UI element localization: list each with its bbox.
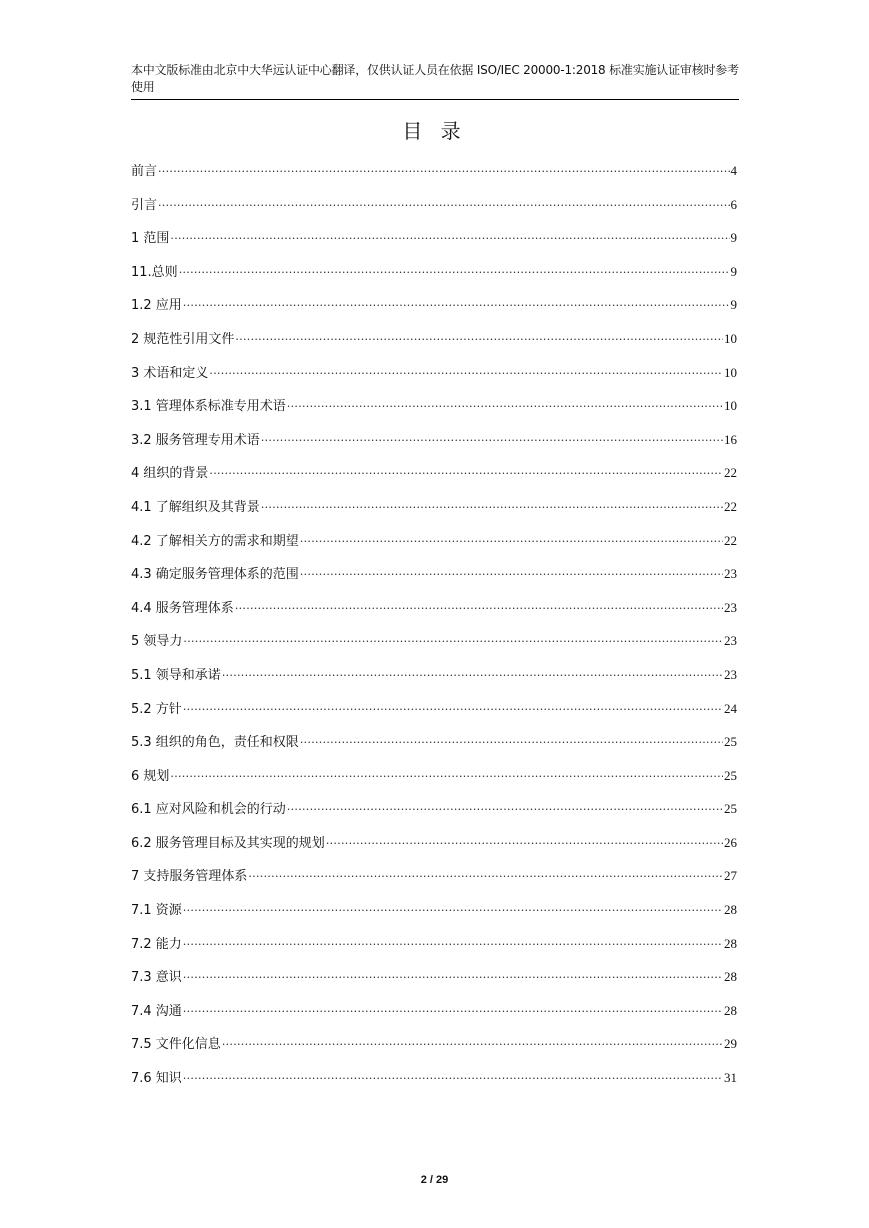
toc-entry[interactable]	[131, 865, 737, 899]
toc-entry[interactable]	[131, 530, 737, 564]
toc-entry-label: 4.2 了解相关方的需求和期望	[131, 533, 299, 549]
toc-entry[interactable]	[131, 227, 737, 261]
toc-entry-page-number: 28	[724, 935, 737, 951]
toc-entry[interactable]	[131, 597, 737, 631]
toc-entry-page-number: 9	[730, 263, 737, 279]
toc-entry-page-number: 23	[724, 566, 737, 582]
toc-entry[interactable]	[131, 462, 737, 496]
toc-entry[interactable]	[131, 1033, 737, 1067]
toc-entry-page-number: 22	[724, 465, 737, 481]
toc-entry-page-number: 9	[730, 297, 737, 313]
toc-dot-leader	[158, 195, 729, 217]
toc-entry-page-number: 22	[724, 532, 737, 548]
toc-entry-page-number: 25	[724, 767, 737, 783]
toc-entry-page-number: 25	[724, 734, 737, 750]
toc-entry-page-number: 26	[724, 834, 737, 850]
toc-dot-leader	[326, 833, 723, 855]
toc-entry-label: 7.2 能力	[131, 936, 182, 952]
toc-entry[interactable]	[131, 261, 737, 295]
toc-entry-page-number: 10	[724, 398, 737, 414]
toc-dot-leader	[261, 497, 723, 519]
toc-entry-label: 4.4 服务管理体系	[131, 600, 234, 616]
toc-entry-label: 2 规范性引用文件	[131, 331, 235, 347]
toc-entry-page-number: 23	[724, 666, 737, 682]
toc-dot-leader	[222, 1034, 723, 1056]
toc-dot-leader	[158, 161, 729, 183]
toc-entry[interactable]	[131, 160, 737, 194]
toc-entry-page-number: 23	[724, 599, 737, 615]
toc-entry-label: 5.3 组织的角色，责任和权限	[131, 735, 299, 751]
toc-dot-leader	[209, 463, 723, 485]
toc-entry[interactable]	[131, 832, 737, 866]
toc-entry-page-number: 4	[730, 163, 737, 178]
toc-entry-page-number: 28	[724, 969, 737, 985]
toc-entry[interactable]	[131, 798, 737, 832]
toc-entry-page-number: 23	[724, 633, 737, 649]
toc-dot-leader	[170, 766, 723, 788]
toc-entry-page-number: 9	[730, 230, 737, 246]
toc-dot-leader	[222, 665, 723, 687]
toc-dot-leader	[183, 631, 723, 653]
toc-dot-leader	[287, 799, 723, 821]
toc-entry-page-number: 25	[724, 801, 737, 817]
toc-dot-leader	[183, 295, 730, 317]
toc-dot-leader	[300, 732, 723, 754]
toc-entry-label: 4.1 了解组织及其背景	[131, 499, 260, 515]
toc-entry-page-number: 22	[724, 498, 737, 514]
toc-dot-leader	[183, 900, 723, 922]
toc-entry[interactable]	[131, 664, 737, 698]
page-header	[131, 62, 739, 100]
toc-entry-label: 7.4 沟通	[131, 1003, 182, 1019]
toc-entry-label: 11.总则	[131, 264, 178, 280]
toc-dot-leader	[183, 967, 723, 989]
toc-entry-page-number: 31	[724, 1070, 737, 1086]
toc-entry[interactable]	[131, 294, 737, 328]
toc-entry[interactable]	[131, 194, 737, 228]
toc-dot-leader	[235, 598, 723, 620]
toc-dot-leader	[300, 531, 723, 553]
toc-entry[interactable]	[131, 698, 737, 732]
toc-entry-label: 6.2 服务管理目标及其实现的规划	[131, 835, 325, 851]
toc-dot-leader	[183, 1068, 723, 1090]
toc-entry[interactable]	[131, 731, 737, 765]
toc-entry-label: 6 规划	[131, 768, 170, 784]
header-text: 本中文版标准由北京中大华远认证中心翻译，仅供认证人员在依据 ISO/IEC 20000-1:2018 标准实施认证审核时参考使用	[131, 63, 739, 94]
toc-entry[interactable]	[131, 429, 737, 463]
toc-entry[interactable]	[131, 630, 737, 664]
toc-dot-leader	[248, 866, 723, 888]
toc-dot-leader	[183, 934, 723, 956]
toc-entry-label: 3.1 管理体系标准专用术语	[131, 399, 286, 415]
toc-entry-page-number: 27	[724, 868, 737, 884]
toc-entry[interactable]	[131, 1000, 737, 1034]
toc-dot-leader	[300, 564, 723, 586]
toc-entry-label: 3 术语和定义	[131, 365, 209, 381]
toc-dot-leader	[183, 699, 723, 721]
toc-dot-leader	[261, 430, 723, 452]
toc-entry-page-number: 29	[724, 1036, 737, 1052]
toc-entry-label: 7.6 知识	[131, 1071, 182, 1087]
toc-entry-label: 前言	[131, 164, 158, 179]
toc-entry-label: 5.1 领导和承诺	[131, 667, 221, 683]
toc-entry-label: 7.3 意识	[131, 970, 182, 986]
toc-entry-label: 7 支持服务管理体系	[131, 869, 248, 885]
toc-entry[interactable]	[131, 899, 737, 933]
toc-entry[interactable]	[131, 395, 737, 429]
toc-entry[interactable]	[131, 1067, 737, 1101]
toc-dot-leader	[183, 1001, 723, 1023]
toc-dot-leader	[209, 363, 723, 385]
toc-entry-label: 1 范围	[131, 231, 170, 247]
toc-entry-label: 1.2 应用	[131, 298, 182, 314]
toc-entry-page-number: 10	[724, 330, 737, 346]
toc-entry[interactable]	[131, 563, 737, 597]
toc-entry-page-number: 28	[724, 902, 737, 918]
toc-entry[interactable]	[131, 966, 737, 1000]
page-number: 2 / 29	[420, 1174, 449, 1186]
toc-dot-leader	[235, 329, 723, 351]
toc-entry-page-number: 6	[730, 196, 737, 212]
toc-dot-leader	[179, 262, 730, 284]
toc-dot-leader	[287, 396, 723, 418]
toc-entry-label: 7.1 资源	[131, 903, 182, 919]
toc-entry[interactable]	[131, 496, 737, 530]
toc-entry-label: 5 领导力	[131, 634, 183, 650]
toc-entry-page-number: 16	[724, 431, 737, 447]
toc-dot-leader	[170, 228, 729, 250]
toc-entry[interactable]	[131, 362, 737, 396]
toc-entry-label: 4.3 确定服务管理体系的范围	[131, 567, 299, 583]
toc-entry[interactable]	[131, 765, 737, 799]
toc-entry-label: 引言	[131, 197, 158, 213]
toc-entry-label: 7.5 文件化信息	[131, 1037, 221, 1053]
toc-entry-label: 4 组织的背景	[131, 466, 209, 482]
toc-entry-page-number: 10	[724, 364, 737, 380]
toc-entry-page-number: 24	[724, 700, 737, 716]
table-of-contents	[131, 160, 737, 1101]
toc-entry-label: 3.2 服务管理专用术语	[131, 432, 260, 448]
toc-entry-label: 6.1 应对风险和机会的行动	[131, 802, 286, 818]
toc-entry-label: 5.2 方针	[131, 701, 182, 717]
toc-entry[interactable]	[131, 933, 737, 967]
toc-entry-page-number: 28	[724, 1002, 737, 1018]
toc-title: 目 录	[402, 119, 467, 143]
toc-entry[interactable]	[131, 328, 737, 362]
